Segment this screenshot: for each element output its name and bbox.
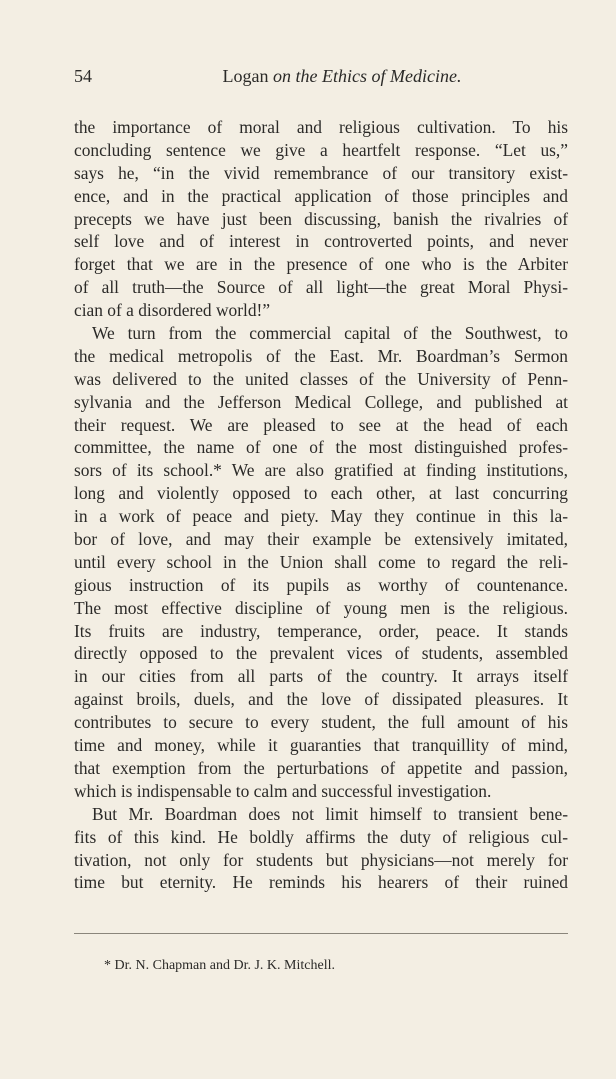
body-text [74,116,568,894]
text-line: their request. We are pleased to see at the head of each [74,414,568,435]
text-line: cian of a disordered world!” [74,300,271,321]
text-line: the medical metropolis of the East. Mr. Boardman’s Sermon [74,345,568,366]
running-header [74,66,570,90]
text-line: self love and of interest in controverted points, and never [74,231,568,252]
text-line: until every school in the Union shall come to regard the reli- [74,551,568,572]
text-line: fits of this kind. He boldly affirms the duty of religious cul- [74,826,568,847]
text-line: gious instruction of its pupils as worthy of countenance. [74,574,568,595]
text-line: ence, and in the practical application of those principles and [74,185,568,206]
text-line: We turn from the commercial capital of the Southwest, to [92,323,568,344]
running-title [74,66,570,87]
text-line: time but eternity. He reminds his hearers of their ruined [74,872,568,893]
text-line: But Mr. Boardman does not limit himself to transient bene- [92,803,568,824]
footnote-rule [74,933,568,934]
text-line: of all truth—the Source of all light—the great Moral Physi- [74,277,568,298]
text-line: The most effective discipline of young men is the religious. [74,597,568,618]
text-line: against broils, duels, and the love of dissipated pleasures. It [74,689,568,710]
text-line: Its fruits are industry, temperance, order, peace. It stands [74,620,568,641]
text-line: was delivered to the united classes of the University of Penn- [74,368,568,389]
page-number: 54 [74,66,92,86]
running-title-subject: on the Ethics of Medicine. [273,66,462,86]
running-title-author: Logan [222,66,269,86]
text-line: sylvania and the Jefferson Medical College, and published at [74,391,568,412]
footnote: * Dr. N. Chapman and Dr. J. K. Mitchell. [104,958,335,973]
text-line: in a work of peace and piety. May they continue in this la- [74,506,568,527]
text-line: precepts we have just been discussing, banish the rivalries of [74,208,568,229]
text-line: directly opposed to the prevalent vices of students, assembled [74,643,568,664]
text-line: time and money, while it guaranties that tranquillity of mind, [74,735,568,756]
text-line: says he, “in the vivid remembrance of our transitory exist- [74,162,568,183]
text-line: tivation, not only for students but physicians—not merely for [74,849,568,870]
text-line: concluding sentence we give a heartfelt response. “Let us,” [74,139,568,160]
text-line: the importance of moral and religious cultivation. To his [74,117,568,137]
text-line: contributes to secure to every student, the full amount of his [74,712,568,733]
text-line: bor of love, and may their example be extensively imitated, [74,529,568,550]
text-line: forget that we are in the presence of one who is the Arbiter [74,254,568,275]
text-line: sors of its school.* We are also gratified at finding institutions, [74,460,568,481]
text-line: in our cities from all parts of the country. It arrays itself [74,666,568,687]
text-line: which is indispensable to calm and successful investigation. [74,780,492,801]
text-line: committee, the name of one of the most distinguished profes- [74,437,568,458]
text-line: that exemption from the perturbations of appetite and passion, [74,757,568,778]
text-line: long and violently opposed to each other, at last concurring [74,483,568,504]
